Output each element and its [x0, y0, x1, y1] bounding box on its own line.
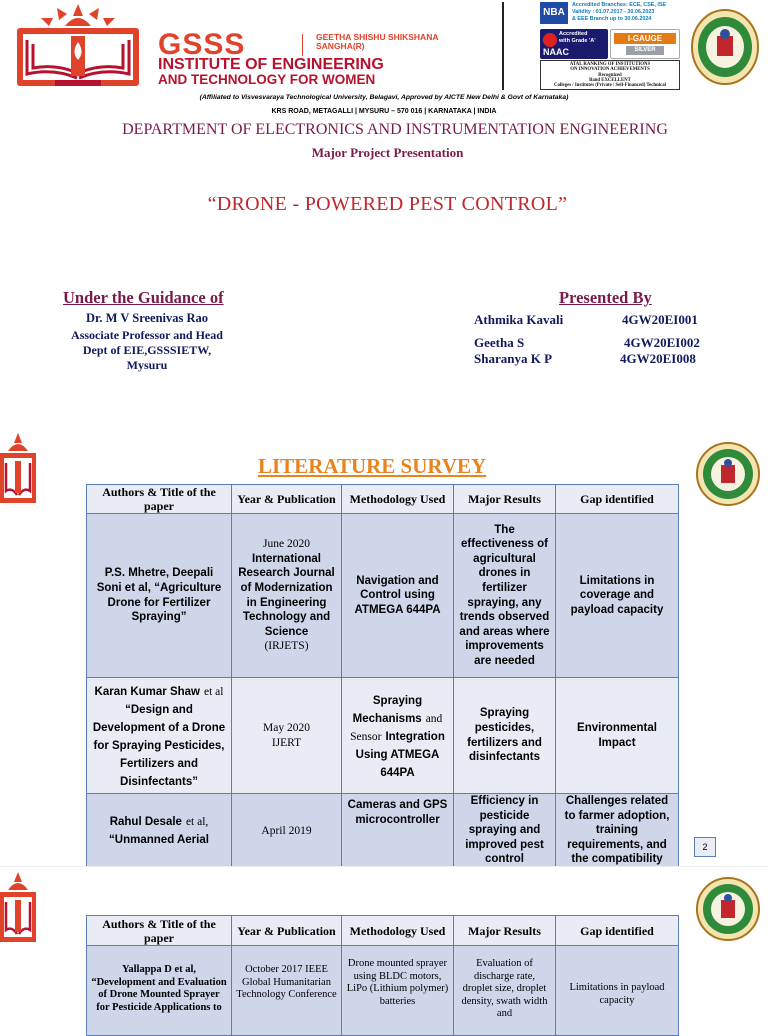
column-header: Gap identified — [556, 916, 679, 946]
ariia-badge: ATAL RANKING OF INSTITUTIONS ON INNOVATION ACHIEVEMENTS Recognized Band EXCELLENT Colleges / Institutes (Private / Self-Financed) Technical — [540, 60, 680, 90]
gsss-lamp-book-logo — [0, 433, 36, 505]
column-header: Authors & Title of the paper — [87, 916, 232, 946]
gap-cell: Environmental Impact — [556, 678, 679, 794]
methodology-cell: Drone mounted sprayer using BLDC motors, LiPo (Lithium polymer) batteries — [342, 946, 454, 1036]
department-title: DEPARTMENT OF ELECTRONICS AND INSTRUMENTATION ENGINEERING — [122, 121, 668, 138]
literature-survey-slide-continued — [0, 866, 768, 1025]
methodology-cell: Navigation and Control using ATMEGA 644PA — [342, 514, 454, 678]
authors-cell: Yallappa D et al, “Development and Evaluation of Drone Mounted Sprayer for Pesticide Applications to — [87, 946, 232, 1036]
publication-cell: May 2020 IJERT — [232, 678, 342, 794]
divider — [302, 34, 303, 56]
column-header: Year & Publication — [232, 916, 342, 946]
results-cell: Evaluation of discharge rate, droplet size, droplet density, swath width and — [454, 946, 556, 1036]
sangha-name: GEETHA SHISHU SHIKSHANA SANGHA(R) — [316, 32, 439, 51]
authors-cell: P.S. Mhetre, Deepali Soni et al, “Agriculture Drone for Fertilizer Spraying” — [87, 514, 232, 678]
institute-name-line1: INSTITUTE OF ENGINEERING — [158, 56, 384, 73]
header-divider — [502, 2, 504, 90]
student-name: Geetha S — [474, 335, 525, 350]
guide-role: Associate Professor and Head — [71, 328, 223, 342]
methodology-cell: Spraying Mechanisms and Sensor Integration Using ATMEGA 644PA — [342, 678, 454, 794]
university-seal-icon — [695, 441, 761, 507]
literature-survey-heading: LITERATURE SURVEY — [258, 454, 487, 478]
table-header-row — [87, 916, 679, 946]
authors-cell: Rahul Desale et al, “Unmanned Aerial — [87, 794, 232, 868]
guide-name: Dr. M V Sreenivas Rao — [85, 311, 209, 325]
gsss-lamp-book-logo — [0, 872, 36, 944]
student-usn: 4GW20EI001 — [622, 312, 698, 327]
publication-cell: October 2017 IEEE Global Humanitarian Technology Conference — [232, 946, 342, 1036]
guide-department: Dept of EIE,GSSSIETW, — [82, 343, 212, 357]
naac-seal-icon — [543, 33, 557, 47]
column-header: Authors & Title of the paper — [87, 485, 232, 514]
institute-name-line2: AND TECHNOLOGY FOR WOMEN — [158, 72, 376, 87]
authors-cell: Karan Kumar Shaw et al “Design and Development of a Drone for Spraying Pesticides, Fertilizers and Disinfectants” — [87, 678, 232, 794]
results-cell: Efficiency in pesticide spraying and improved pest control — [454, 794, 556, 868]
column-header: Methodology Used — [342, 485, 454, 514]
title-slide — [0, 0, 768, 400]
university-seal-icon — [690, 8, 760, 86]
student-name: Athmika Kavali — [474, 312, 564, 327]
guide-city: Mysuru — [126, 358, 168, 372]
guidance-heading: Under the Guidance of — [63, 288, 224, 307]
page-number: 2 — [694, 837, 716, 857]
naac-badge: Accredited with Grade 'A' NAAC — [540, 29, 608, 59]
presented-by-heading: Presented By — [559, 288, 652, 307]
gsss-lamp-book-logo — [13, 2, 143, 90]
column-header: Gap identified — [556, 485, 679, 514]
affiliation-text: (Affiliated to Visvesvaraya Technological University, Belagavi, Approved by AICTE New Delhi & Govt of Karnataka) — [199, 94, 569, 101]
literature-table — [86, 484, 679, 868]
literature-table — [86, 915, 679, 1036]
gap-cell: Challenges related to farmer adoption, training requirements, and the compatibility — [556, 794, 679, 868]
student-name: Sharanya K P — [474, 351, 553, 366]
column-header: Methodology Used — [342, 916, 454, 946]
table-row — [87, 514, 679, 678]
nba-text: Accredited Branches: ECE, CSE, ISE Validity : 01.07.2017 - 30.06.2023 & EEE Branch up to 30.06.2024 — [572, 2, 667, 22]
column-header: Major Results — [454, 485, 556, 514]
table-row — [87, 946, 679, 1036]
publication-cell: April 2019 — [232, 794, 342, 868]
gsss-wordmark: GSSS — [158, 28, 246, 61]
table-row — [87, 678, 679, 794]
column-header: Year & Publication — [232, 485, 342, 514]
column-header: Major Results — [454, 916, 556, 946]
results-cell: Spraying pesticides, fertilizers and disinfectants — [454, 678, 556, 794]
publication-cell: June 2020 International Research Journal of Modernization in Engineering Technology and Science (IRJETS) — [232, 514, 342, 678]
project-title: “DRONE - POWERED PEST CONTROL” — [207, 193, 568, 215]
nba-accreditation — [540, 2, 682, 28]
igauge-badge: I-GAUGE SILVER — [610, 29, 680, 59]
table-header-row — [87, 485, 679, 514]
literature-survey-slide — [0, 428, 768, 868]
gap-cell: Limitations in payload capacity — [556, 946, 679, 1036]
student-usn: 4GW20EI002 — [624, 335, 700, 350]
results-cell: The effectiveness of agricultural drones in fertilizer spraying, any trends observed and areas where improvements are needed — [454, 514, 556, 678]
nba-logo: NBA — [540, 2, 568, 24]
methodology-cell: Cameras and GPS microcontroller — [342, 794, 454, 868]
university-seal-icon — [695, 876, 761, 942]
student-usn: 4GW20EI008 — [620, 351, 696, 366]
table-row — [87, 794, 679, 868]
gap-cell: Limitations in coverage and payload capacity — [556, 514, 679, 678]
presentation-type: Major Project Presentation — [311, 145, 464, 160]
address-text: KRS ROAD, METAGALLI | MYSURU – 570 016 | KARNATAKA | INDIA — [271, 108, 497, 115]
